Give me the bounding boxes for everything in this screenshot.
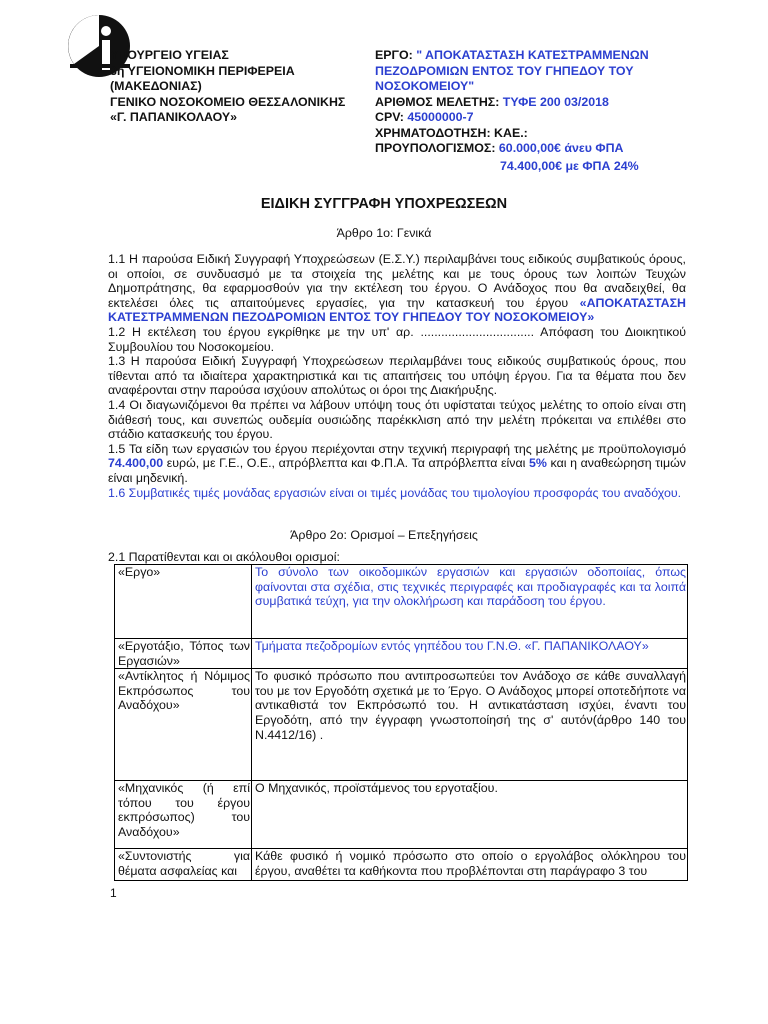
definition-cell: Το φυσικό πρόσωπο που αντιπροσωπεύει τον Ανάδοχο σε κάθε συναλλαγή του με τον Εργοδότη σχετικά με το Έργο. Ο Ανάδοχος μπορεί οποτεδήποτε να αντικαθιστά τον Εκπρόσωπό του. Η αντικατάσταση ισχύει, έναντι του Εργοδότη, από την έγγραφη γνωστοποίησή της σ' αυτόν(άρθρο 140 του Ν.4412/16) . xyxy=(252,669,688,781)
paragraph-1-5-text-c: και η αναθεώρηση τιμών είναι μηδενική. xyxy=(108,456,686,485)
paragraph-1-6: 1.6 Συμβατικές τιμές μονάδας εργασιών είναι οι τιμές μονάδας του τιμολογίου προσφοράς του αναδόχου. xyxy=(108,485,682,500)
organization-header xyxy=(110,48,375,126)
project-label: ΕΡΓΟ: xyxy=(375,48,413,62)
table-row xyxy=(115,669,688,781)
term-cell: «Εργοτάξιο, Τόπος των Εργασιών» xyxy=(115,639,252,669)
paragraph-1-1-project: «ΑΠΟΚΑΤΑΣΤΑΣΗ ΚΑΤΕΣΤΡΑΜΜΕΝΩΝ ΠΕΖΟΔΡΟΜΙΩΝ ΕΝΤΟΣ ΤΟΥ ΓΗΠΕΔΟΥ ΤΟΥ ΝΟΣΟΚΟΜΕΙΟΥ» xyxy=(108,295,686,325)
cpv-label: CPV: xyxy=(375,110,404,124)
article-1-body xyxy=(108,252,686,500)
budget-value: 60.000,00€ άνευ ΦΠΑ xyxy=(498,141,624,155)
term-cell: «Συντονιστής για θέματα ασφαλείας και xyxy=(115,849,252,881)
document-title: ΕΙΔΙΚΗ ΣΥΓΓΡΑΦΗ ΥΠΟΧΡΕΩΣΕΩΝ xyxy=(260,196,508,212)
paragraph-1-5-text-b: ευρώ, με Γ.Ε., Ο.Ε., απρόβλεπτα και Φ.Π.Α. Τα απρόβλεπτα είναι xyxy=(166,456,526,471)
table-row xyxy=(115,565,688,639)
definition-cell: Ο Μηχανικός, προϊστάμενος του εργοταξίου. xyxy=(252,781,688,849)
project-title: " ΑΠΟΚΑΤΑΣΤΑΣΗ ΚΑΤΕΣΤΡΑΜΜΕΝΩΝ ΠΕΖΟΔΡΟΜΙΩΝ ΕΝΤΟΣ ΤΟΥ ΓΗΠΕΔΟΥ ΤΟΥ ΝΟΣΟΚΟΜΕΙΟΥ" xyxy=(375,48,649,93)
paragraph-1-5-text-a: 1.5 Τα είδη των εργασιών του έργου περιέχονται στην τεχνική περιγραφή της μελέτης με προϋπολογισμό xyxy=(108,441,686,456)
cpv-value: 45000000-7 xyxy=(407,110,474,124)
budget-vat-value: 74.400,00€ με ΦΠΑ 24% xyxy=(500,158,639,173)
paragraph-1-5-percent: 5% xyxy=(529,456,547,471)
ministry-name: ΥΠΟΥΡΓΕΙΟ ΥΓΕΙΑΣ xyxy=(110,48,229,62)
article-2-heading: Άρθρο 2ο: Ορισμοί – Επεξηγήσεις xyxy=(290,528,478,542)
table-row xyxy=(115,639,688,669)
budget-line xyxy=(375,141,675,157)
table-row xyxy=(115,781,688,849)
term-cell: «Αντίκλητος ή Νόμιμος Εκπρόσωπος του Αναδόχου» xyxy=(115,669,252,781)
paragraph-1-2: 1.2 Η εκτέλεση του έργου εγκρίθηκε με την υπ' αρ. ................................. Απόφαση του Διοικητικού Συμβουλίου του Νοσοκομείου. xyxy=(108,324,686,354)
page-number: 1 xyxy=(110,886,117,900)
table-row xyxy=(115,849,688,881)
paragraph-1-1-text: 1.1 Η παρούσα Ειδική Συγγραφή Υποχρεώσεων (Ε.Σ.Υ.) περιλαμβάνει τους ειδικούς συμβατικούς όρους, οι οποίοι, σε συνδυασμό με τα στοιχεία της μελέτης και με τους όρους των λοιπών Τευχών Δημοπράτησης, θα εφαρμοσθούν για την εκτέλεση του έργου. Ο Ανάδοχος που θα αναδειχθεί, θα εκτελέσει όλες τις απαιτούμενες εργασίες, για την κατασκευή του έργου xyxy=(108,252,686,310)
definition-cell: Το σύνολο των οικοδομικών εργασιών και εργασιών οδοποιίας, όπως φαίνονται στα σχέδια, στις τεχνικές περιγραφές και προδιαγραφές και τα λοιπά συμβατικά τεύχη, για την ολοκλήρωση και παράδοση του έργου. xyxy=(252,565,688,639)
project-line xyxy=(375,48,675,95)
study-number-label: ΑΡΙΘΜΟΣ ΜΕΛΕΤΗΣ: xyxy=(375,94,500,109)
term-cell: «Εργο» xyxy=(115,565,252,639)
hospital-name: ΓΕΝΙΚΟ ΝΟΣΟΚΟΜΕΙΟ ΘΕΣΣΑΛΟΝΙΚΗΣ xyxy=(110,94,346,109)
definitions-table xyxy=(114,564,688,881)
study-number-value: ΤΥΦΕ 200 03/2018 xyxy=(502,94,609,109)
region-name: 3η ΥΓΕΙΟΝΟΜΙΚΗ ΠΕΡΙΦΕΡΕΙΑ xyxy=(110,63,295,78)
definition-cell: Κάθε φυσικό ή νομικό πρόσωπο στο οποίο ο εργολάβος ολόκληρου του έργου, αναθέτει τα καθήκοντα που προβλέπονται στη παράγραφο 3 του xyxy=(252,849,688,881)
hospital-sub: «Γ. ΠΑΠΑΝΙΚΟΛΑΟΥ» xyxy=(110,110,238,124)
budget-label: ΠΡΟΥΠΟΛΟΓΙΣΜΟΣ: xyxy=(375,141,496,155)
paragraph-1-1 xyxy=(108,252,686,325)
study-number-line xyxy=(375,95,675,111)
paragraph-1-5-amount: 74.400,00 xyxy=(108,456,164,471)
definition-cell: Τμήματα πεζοδρομίων εντός γηπέδου του Γ.Ν.Θ. «Γ. ΠΑΠΑΝΙΚΟΛΑΟΥ» xyxy=(252,639,688,669)
paragraph-1-3: 1.3 Η παρούσα Ειδική Συγγραφή Υποχρεώσεων περιλαμβάνει τους ειδικούς συμβατικούς όρους, που τίθενται από τα ιδιαίτερα χαρακτηριστικά και τις απαιτήσεις του υπόψη έργου. Για τα θέματα που δεν αναφέρονται στην παρούσα ισχύουν απολύτως οι όροι της Διακήρυξης. xyxy=(108,354,686,398)
funding-line: ΧΡΗΜΑΤΟΔΟΤΗΣΗ: ΚΑΕ.: xyxy=(375,125,528,140)
article-2-intro: 2.1 Παρατίθενται και οι ακόλουθοι ορισμοί: xyxy=(108,550,340,564)
region-sub: (ΜΑΚΕΔΟΝΙΑΣ) xyxy=(110,79,202,93)
article-1-heading: Άρθρο 1ο: Γενικά xyxy=(336,226,432,240)
paragraph-1-4: 1.4 Οι διαγωνιζόμενοι θα πρέπει να λάβουν υπόψη τους ότι υφίσταται τεύχος μελέτης το οποίο είναι στη διάθεσή τους, και συνεπώς ουδεμία ουσιώδης παρέκκλιση από την μελέτη πρόκειται να επιλέθει στο στάδιο κατασκευής του έργου. xyxy=(108,397,686,442)
project-header xyxy=(375,48,675,174)
paragraph-1-5 xyxy=(108,442,686,486)
term-cell: «Μηχανικός (ή επί τόπου του έργου εκπρόσωπος) του Αναδόχου» xyxy=(115,781,252,849)
cpv-line xyxy=(375,110,675,126)
